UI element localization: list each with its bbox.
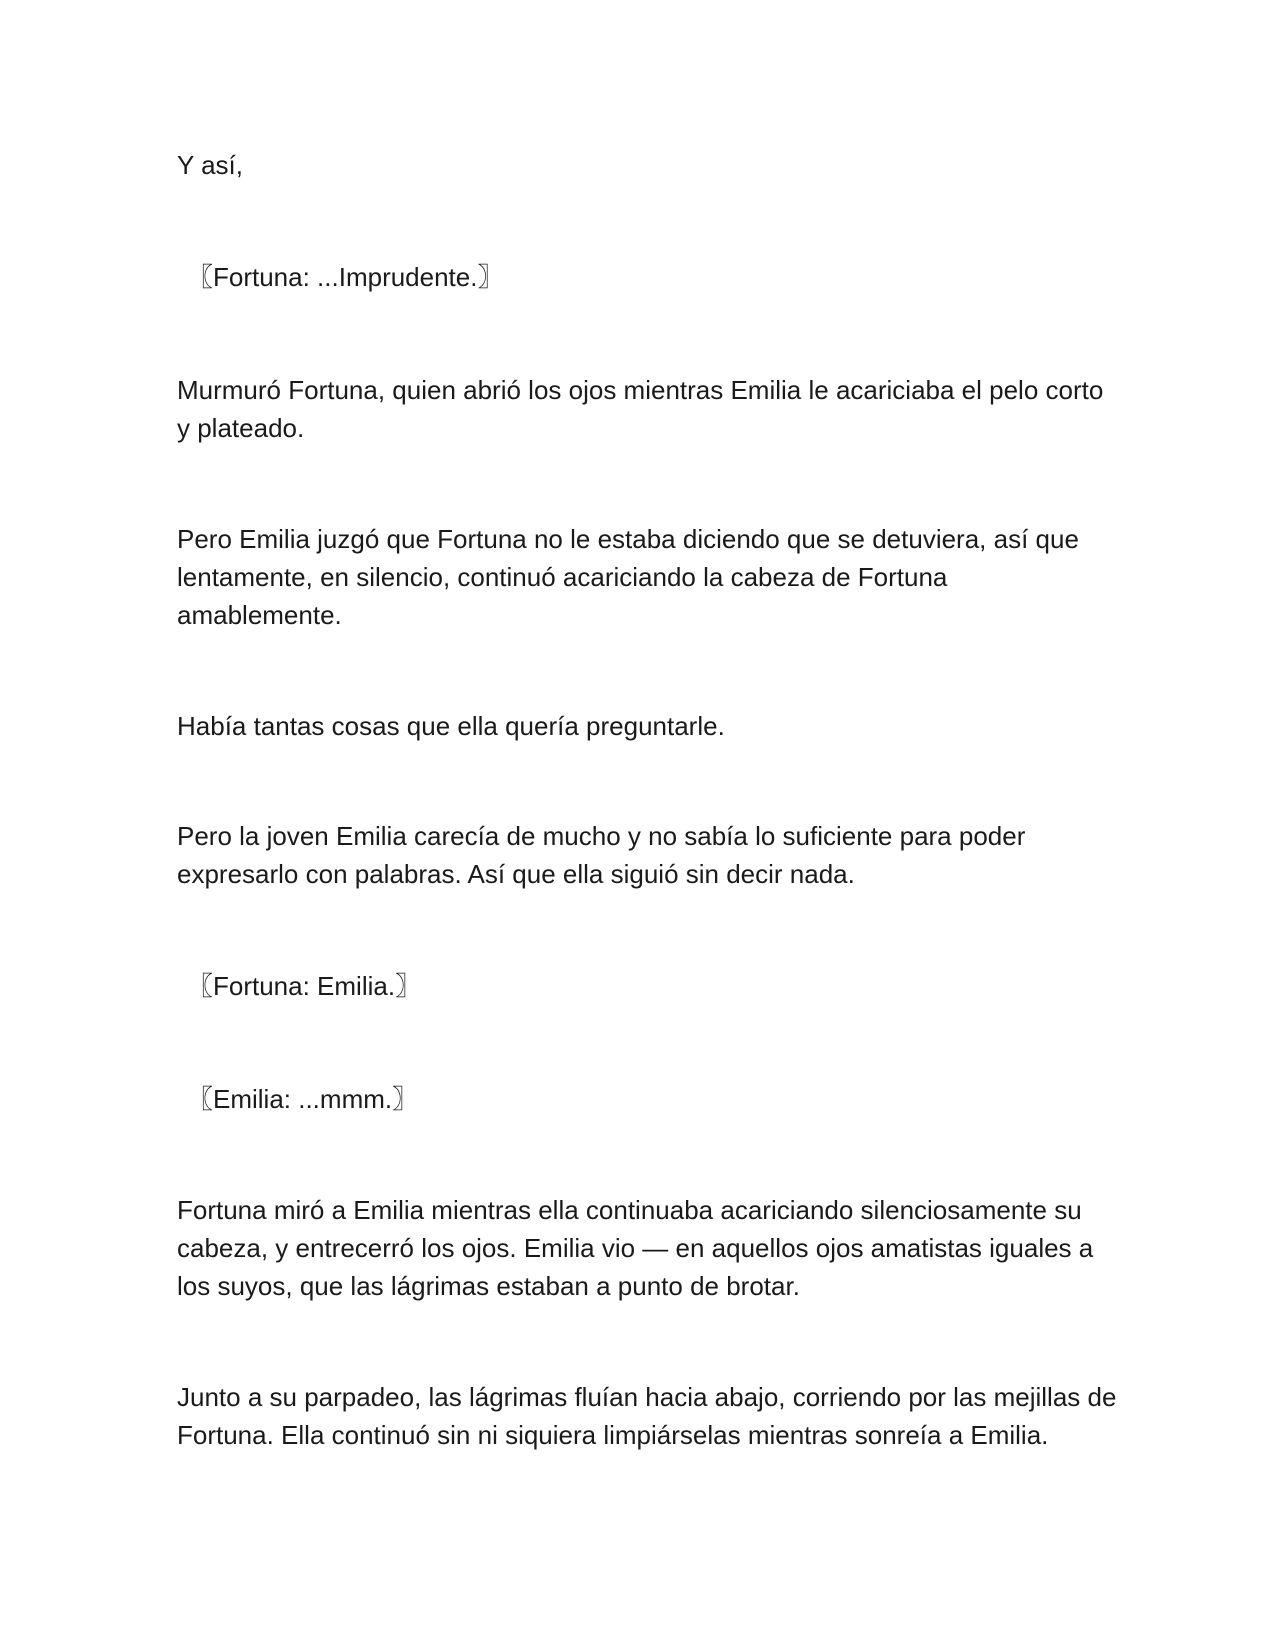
- paragraph-junto-parpadeo: Junto a su parpadeo, las lágrimas fluían hacia abajo, corriendo por las mejillas de Fortuna. Ella continuó sin ni siquiera limpiárselas mientras sonreía a Emilia.: [177, 1382, 1117, 1450]
- paragraph-intro: Y así,: [177, 150, 244, 180]
- paragraph-fortuna-miro: Fortuna miró a Emilia mientras ella continuaba acariciando silenciosamente su cabeza, y entrecerró los ojos. Emilia vio — en aquellos ojos amatistas iguales a los suyos, que las lágrimas estaban a punto de brotar.: [177, 1195, 1094, 1301]
- paragraph-murmuro: Murmuró Fortuna, quien abrió los ojos mientras Emilia le acariciaba el pelo corto y plateado.: [177, 375, 1104, 443]
- paragraph-joven-emilia: Pero la joven Emilia carecía de mucho y no sabía lo suficiente para poder expresarlo con palabras. Así que ella siguió sin decir nada.: [177, 821, 1026, 889]
- paragraph-tantas-cosas: Había tantas cosas que ella quería preguntarle.: [177, 711, 725, 741]
- dialogue-emilia-mmm: 〖Emilia: ...mmm.〗: [187, 1084, 419, 1114]
- dialogue-fortuna-imprudente: 〖Fortuna: ...Imprudente.〗: [187, 262, 504, 292]
- dialogue-fortuna-emilia: 〖Fortuna: Emilia.〗: [187, 971, 422, 1001]
- paragraph-emilia-juzgo: Pero Emilia juzgó que Fortuna no le estaba diciendo que se detuviera, así que lentamente, en silencio, continuó acariciando la cabeza de Fortuna amablemente.: [177, 524, 1079, 630]
